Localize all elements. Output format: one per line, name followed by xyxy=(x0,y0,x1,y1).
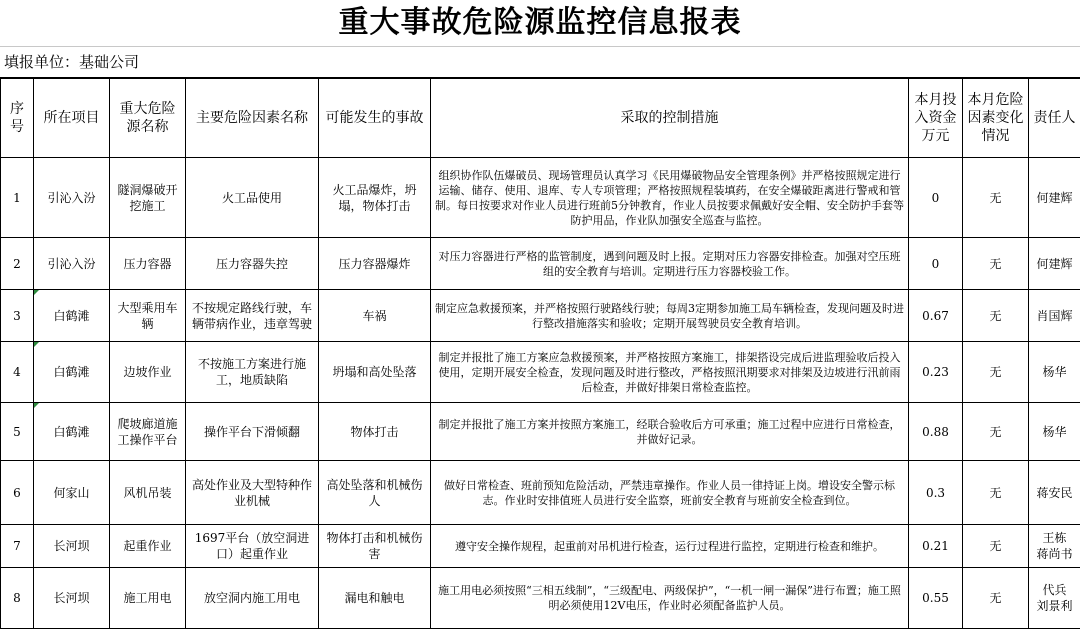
row-funds: 0.67 xyxy=(909,290,963,342)
row-accident: 漏电和触电 xyxy=(319,568,431,629)
row-no: 6 xyxy=(1,461,34,525)
row-change: 无 xyxy=(963,342,1029,403)
row-project: 引沁入汾 xyxy=(34,238,110,290)
report-title: 重大事故危险源监控信息报表 xyxy=(0,0,1080,47)
row-no: 1 xyxy=(1,158,34,238)
row-accident: 坍塌和高处坠落 xyxy=(319,342,431,403)
row-project: 长河坝 xyxy=(34,525,110,568)
row-funds: 0 xyxy=(909,238,963,290)
table-row xyxy=(1,158,1080,238)
row-person: 蒋安民 xyxy=(1029,461,1080,525)
row-accident: 高处坠落和机械伤人 xyxy=(319,461,431,525)
row-funds: 0.3 xyxy=(909,461,963,525)
row-source: 压力容器 xyxy=(110,238,186,290)
row-source: 边坡作业 xyxy=(110,342,186,403)
row-source: 爬坡廊道施工操作平台 xyxy=(110,403,186,461)
row-person: 杨华 xyxy=(1029,342,1080,403)
row-no: 8 xyxy=(1,568,34,629)
row-project: 白鹤滩 xyxy=(34,342,110,403)
table-row xyxy=(1,568,1080,629)
table-row xyxy=(1,290,1080,342)
row-project: 何家山 xyxy=(34,461,110,525)
row-no: 5 xyxy=(1,403,34,461)
row-measures: 遵守安全操作规程，起重前对吊机进行检查，运行过程进行监控，定期进行检查和维护。 xyxy=(431,525,909,568)
row-project: 白鹤滩 xyxy=(34,290,110,342)
row-project: 长河坝 xyxy=(34,568,110,629)
row-accident: 车祸 xyxy=(319,290,431,342)
row-measures: 制定并报批了施工方案应急救援预案，并严格按照方案施工，排架搭设完成后进监理验收后投入使用，定期开展安全检查，发现问题及时进行整改，严格按照汛期要求对排架及边坡进行汛前雨后检查，并做好排架日常检查监控。 xyxy=(431,342,909,403)
row-factor: 放空洞内施工用电 xyxy=(186,568,319,629)
row-factor: 压力容器失控 xyxy=(186,238,319,290)
row-funds: 0.21 xyxy=(909,525,963,568)
row-change: 无 xyxy=(963,568,1029,629)
row-change: 无 xyxy=(963,238,1029,290)
row-person: 代兵 刘景利 xyxy=(1029,568,1080,629)
row-accident: 物体打击和机械伤害 xyxy=(319,525,431,568)
row-factor: 高处作业及大型特种作业机械 xyxy=(186,461,319,525)
header-no: 序号 xyxy=(1,79,34,158)
table-row xyxy=(1,238,1080,290)
row-accident: 火工品爆炸，坍塌，物体打击 xyxy=(319,158,431,238)
header-change: 本月危险因素变化情况 xyxy=(963,79,1029,158)
row-measures: 制定应急救援预案，并严格按照行驶路线行驶；每周3定期参加施工局车辆检查，发现问题及时进行整改措施落实和验收；定期开展驾驶员安全教育培训。 xyxy=(431,290,909,342)
table-row xyxy=(1,403,1080,461)
row-source: 大型乘用车辆 xyxy=(110,290,186,342)
row-source: 起重作业 xyxy=(110,525,186,568)
row-measures: 做好日常检查、班前预知危险活动，严禁违章操作。作业人员一律持证上岗。增设安全警示标志。作业时安排值班人员进行安全监察，班前安全教育与班前安全检查到位。 xyxy=(431,461,909,525)
row-source: 风机吊装 xyxy=(110,461,186,525)
header-accident: 可能发生的事故 xyxy=(319,79,431,158)
header-factor: 主要危险因素名称 xyxy=(186,79,319,158)
header-measures: 采取的控制措施 xyxy=(431,79,909,158)
row-funds: 0.23 xyxy=(909,342,963,403)
row-source: 隧洞爆破开挖施工 xyxy=(110,158,186,238)
row-factor: 火工品使用 xyxy=(186,158,319,238)
row-measures: 对压力容器进行严格的监管制度，遇到问题及时上报。定期对压力容器安排检查。加强对空压班组的安全教育与培训。定期进行压力容器校验工作。 xyxy=(431,238,909,290)
row-funds: 0.55 xyxy=(909,568,963,629)
row-measures: 组织协作队伍爆破员、现场管理员认真学习《民用爆破物品安全管理条例》并严格按照规定进行运输、储存、使用、退库、专人专项管理；严格按照规程装填药，在安全爆破距离进行警戒和管制。每日按要求对作业人员进行班前5分钟教育，作业人员按要求佩戴好安全帽、安全防护手套等防护用品，作业队加强安全巡查与监控。 xyxy=(431,158,909,238)
row-source: 施工用电 xyxy=(110,568,186,629)
row-no: 7 xyxy=(1,525,34,568)
row-factor: 不按施工方案进行施工，地质缺陷 xyxy=(186,342,319,403)
row-person: 王栋 蒋尚书 xyxy=(1029,525,1080,568)
row-project: 引沁入汾 xyxy=(34,158,110,238)
row-accident: 压力容器爆炸 xyxy=(319,238,431,290)
row-accident: 物体打击 xyxy=(319,403,431,461)
row-measures: 制定并报批了施工方案并按照方案施工，经联合验收后方可承重；施工过程中应进行日常检查，并做好记录。 xyxy=(431,403,909,461)
hazard-table xyxy=(0,78,1080,629)
row-change: 无 xyxy=(963,461,1029,525)
row-no: 4 xyxy=(1,342,34,403)
row-change: 无 xyxy=(963,525,1029,568)
row-factor: 1697平台（放空洞进口）起重作业 xyxy=(186,525,319,568)
row-person: 何建辉 xyxy=(1029,238,1080,290)
row-funds: 0 xyxy=(909,158,963,238)
row-change: 无 xyxy=(963,158,1029,238)
row-change: 无 xyxy=(963,403,1029,461)
row-factor: 不按规定路线行驶，车辆带病作业，违章驾驶 xyxy=(186,290,319,342)
row-person: 肖国辉 xyxy=(1029,290,1080,342)
header-person: 责任人 xyxy=(1029,79,1080,158)
row-person: 何建辉 xyxy=(1029,158,1080,238)
row-no: 3 xyxy=(1,290,34,342)
row-measures: 施工用电必须按照“三相五线制”，“三级配电、两级保护”，“一机一闸一漏保”进行布置；施工照明必须使用12V电压，作业时必须配备监护人员。 xyxy=(431,568,909,629)
table-row xyxy=(1,342,1080,403)
row-funds: 0.88 xyxy=(909,403,963,461)
row-no: 2 xyxy=(1,238,34,290)
table-row xyxy=(1,525,1080,568)
reporting-unit: 填报单位：基础公司 xyxy=(0,47,1080,78)
row-change: 无 xyxy=(963,290,1029,342)
row-project: 白鹤滩 xyxy=(34,403,110,461)
table-row xyxy=(1,461,1080,525)
row-person: 杨华 xyxy=(1029,403,1080,461)
header-project: 所在项目 xyxy=(34,79,110,158)
table-header-row xyxy=(1,79,1080,158)
header-funds: 本月投入资金万元 xyxy=(909,79,963,158)
header-source: 重大危险源名称 xyxy=(110,79,186,158)
row-factor: 操作平台下滑倾翻 xyxy=(186,403,319,461)
